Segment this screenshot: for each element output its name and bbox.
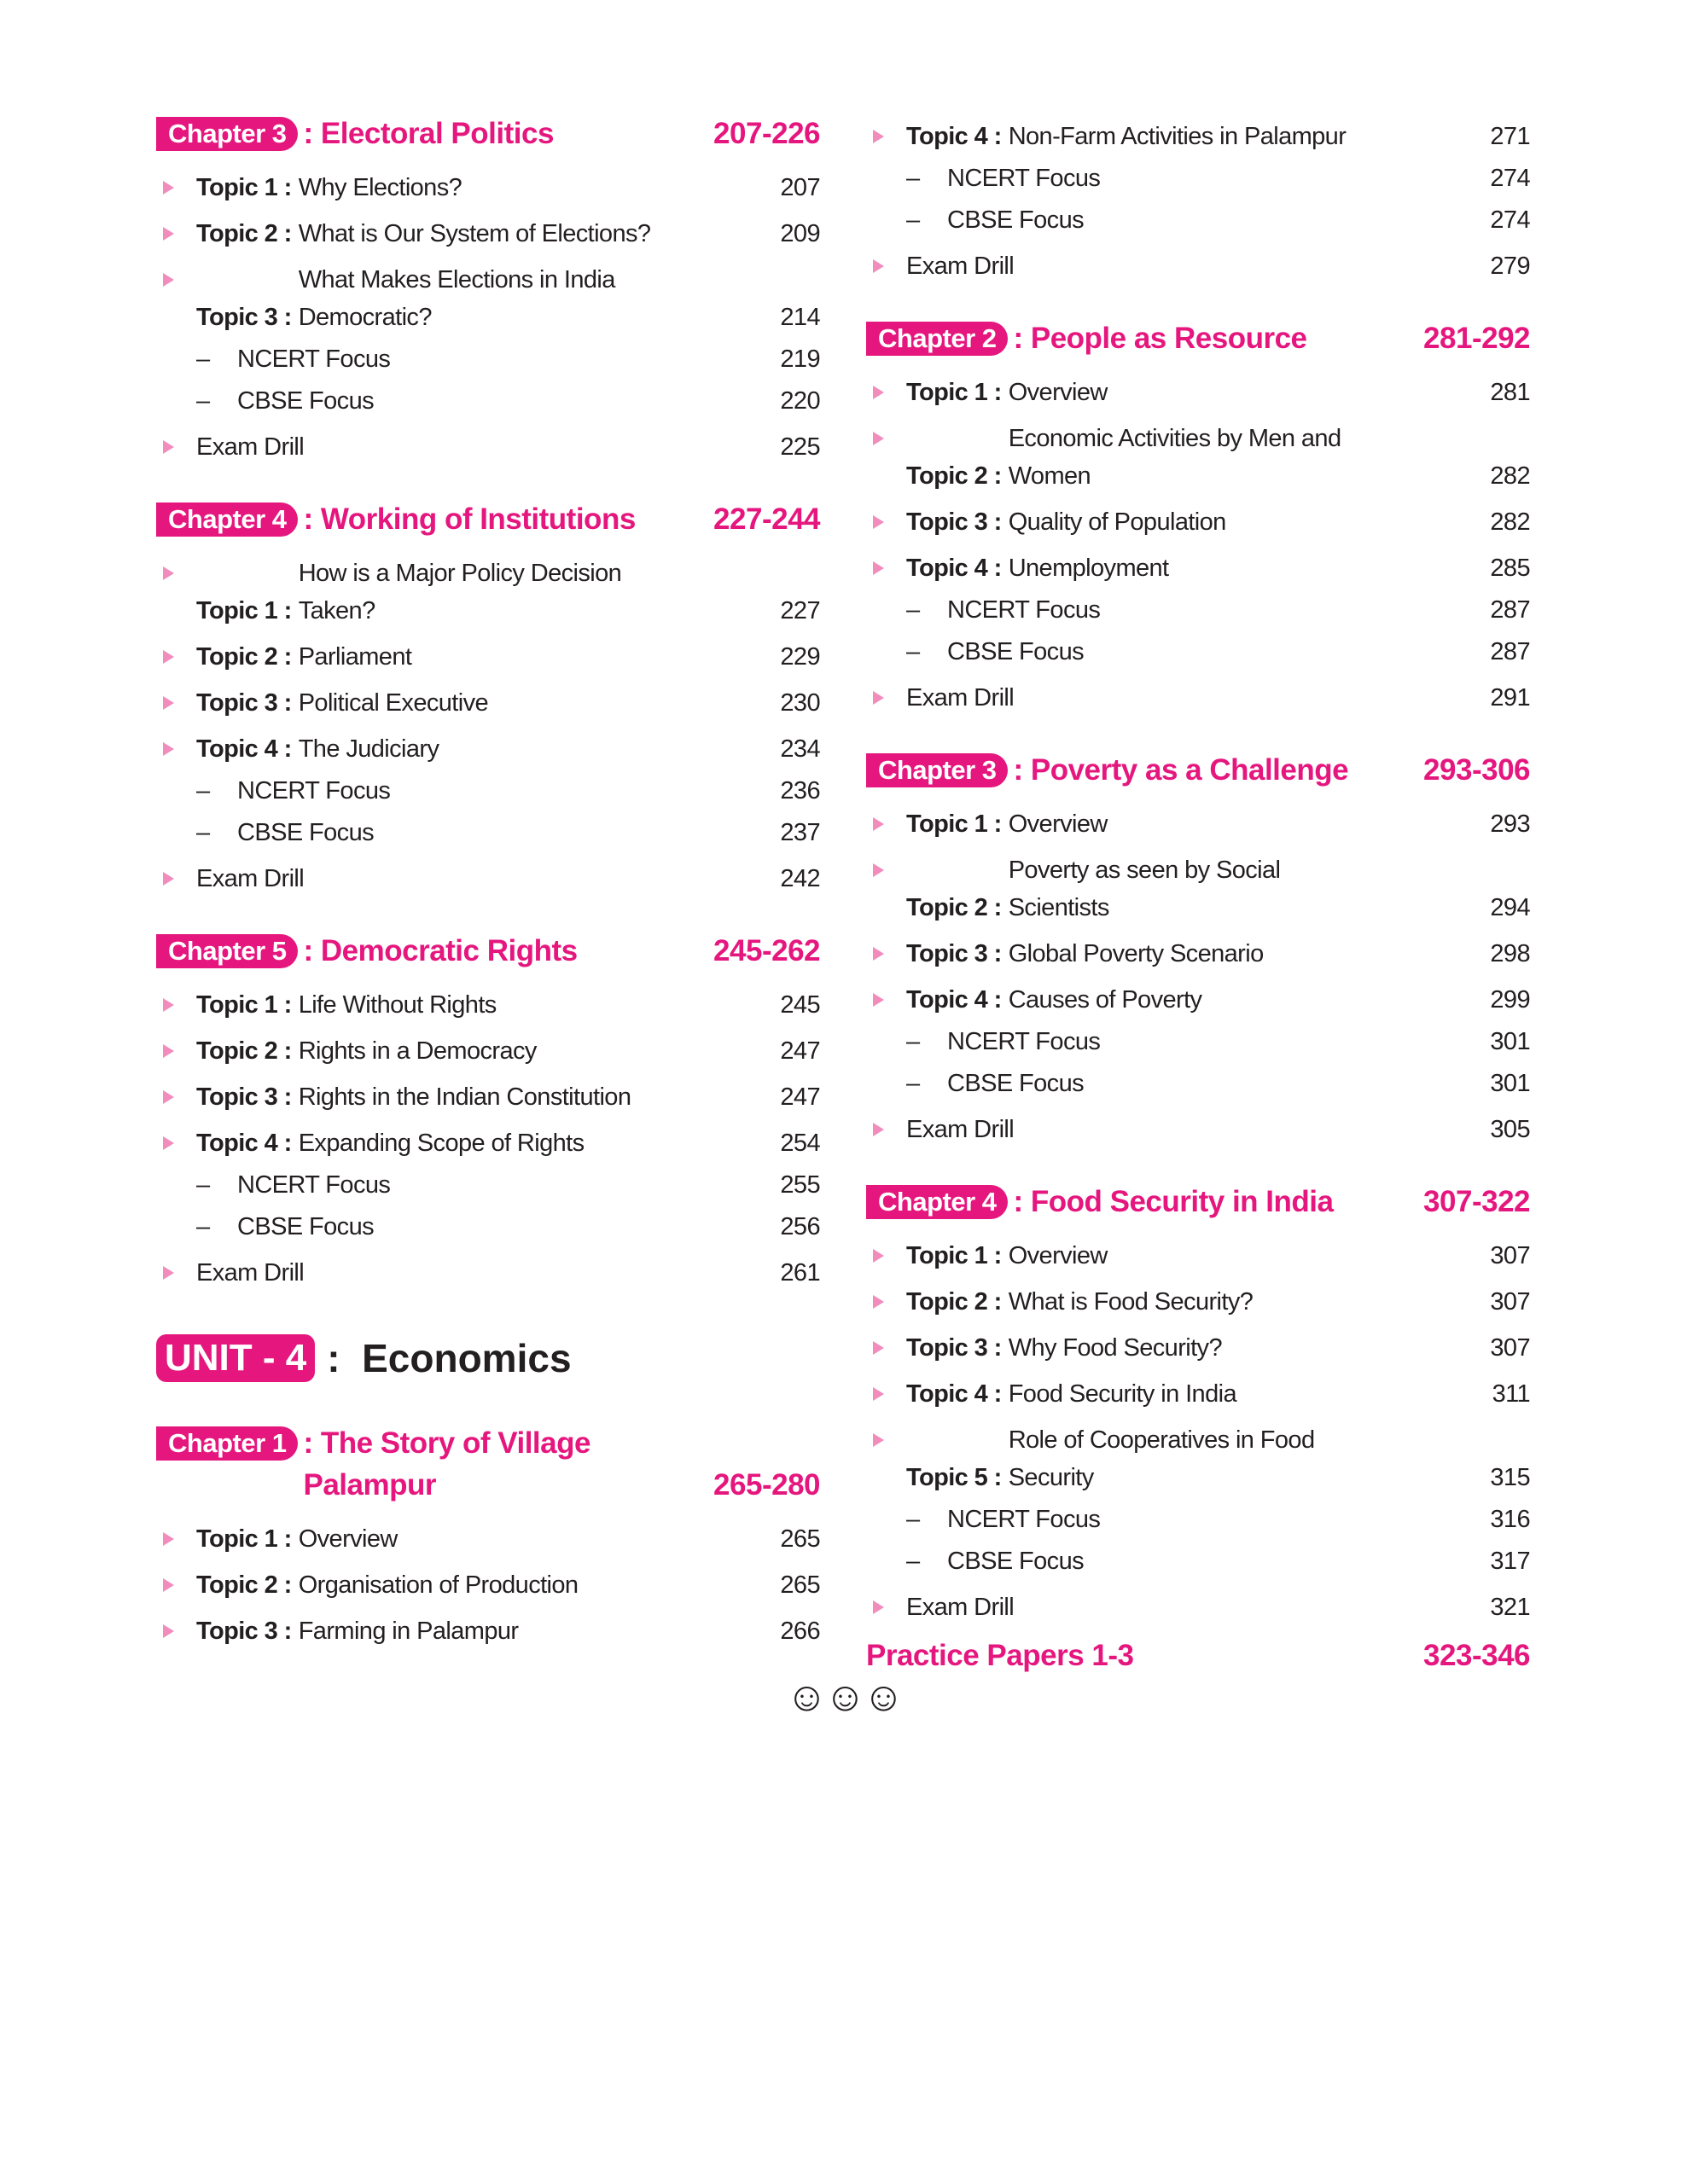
topic-label: Topic 1 : bbox=[196, 174, 292, 201]
triangle-bullet-icon bbox=[163, 1044, 174, 1058]
focus-title: NCERT Focus bbox=[947, 1028, 1101, 1055]
topic-title: Global Poverty Scenario bbox=[1008, 940, 1264, 967]
topic-label: Topic 2 : bbox=[196, 643, 292, 671]
page-number: 293 bbox=[1490, 810, 1530, 838]
chapter-title: : Electoral Politics bbox=[303, 117, 554, 150]
dash-icon: – bbox=[906, 638, 920, 665]
exam-drill-entry[interactable] bbox=[866, 679, 1530, 717]
page-number: 271 bbox=[1490, 123, 1530, 150]
dash-icon: – bbox=[906, 596, 920, 624]
triangle-bullet-icon bbox=[873, 1123, 884, 1136]
page-number: 301 bbox=[1490, 1028, 1530, 1055]
focus-entry[interactable] bbox=[866, 1542, 1530, 1580]
topic-label: Topic 2 : bbox=[906, 462, 1002, 490]
topic-title: Unemployment bbox=[1008, 555, 1169, 582]
topic-entry[interactable] bbox=[866, 935, 1530, 973]
page-number: 256 bbox=[780, 1213, 820, 1240]
triangle-bullet-icon bbox=[163, 1532, 174, 1546]
chapter-page-range: 245-262 bbox=[713, 934, 820, 967]
triangle-bullet-icon bbox=[873, 515, 884, 529]
topic-entry[interactable] bbox=[156, 1612, 820, 1650]
triangle-bullet-icon bbox=[873, 947, 884, 961]
triangle-bullet-icon bbox=[163, 1624, 174, 1638]
dash-icon: – bbox=[906, 165, 920, 192]
topic-title: Rights in the Indian Constitution bbox=[298, 1083, 631, 1111]
page-number: 298 bbox=[1490, 940, 1530, 967]
page-number: 245 bbox=[780, 991, 820, 1019]
exam-drill-entry[interactable] bbox=[866, 247, 1530, 285]
topic-label: Topic 4 : bbox=[906, 1380, 1002, 1408]
triangle-bullet-icon bbox=[873, 1433, 884, 1447]
page-number: 236 bbox=[780, 777, 820, 804]
page-number: 307 bbox=[1490, 1334, 1530, 1362]
page-number: 321 bbox=[1490, 1594, 1530, 1621]
topic-entry[interactable] bbox=[866, 549, 1530, 587]
page-number: 282 bbox=[1490, 462, 1530, 490]
focus-title: NCERT Focus bbox=[947, 165, 1101, 192]
chapter-page-range: 207-226 bbox=[713, 117, 820, 150]
topic-title: Overview bbox=[1008, 379, 1108, 406]
triangle-bullet-icon bbox=[163, 566, 174, 580]
topic-entry[interactable] bbox=[156, 261, 820, 336]
triangle-bullet-icon bbox=[163, 872, 174, 886]
chapter-page-range: 281-292 bbox=[1423, 322, 1530, 355]
exam-drill-title: Exam Drill bbox=[906, 684, 1015, 712]
topic-label: Topic 2 : bbox=[906, 894, 1002, 921]
triangle-bullet-icon bbox=[163, 440, 174, 454]
topic-label: Topic 4 : bbox=[906, 986, 1002, 1014]
focus-entry[interactable] bbox=[866, 1023, 1530, 1060]
topic-entry[interactable] bbox=[866, 851, 1530, 926]
topic-label: Topic 4 : bbox=[906, 123, 1002, 150]
triangle-bullet-icon bbox=[873, 863, 884, 877]
page-number: 230 bbox=[780, 689, 820, 717]
dash-icon: – bbox=[196, 387, 210, 415]
focus-title: NCERT Focus bbox=[947, 596, 1101, 624]
page-number: 279 bbox=[1490, 253, 1530, 280]
topic-entry[interactable] bbox=[156, 1124, 820, 1162]
topic-entry[interactable] bbox=[156, 1566, 820, 1604]
topic-title: How is a Major Policy Decision Taken? bbox=[298, 560, 622, 624]
topic-title: What is Our System of Elections? bbox=[298, 220, 651, 247]
topic-title: Parliament bbox=[298, 643, 412, 671]
topic-title: Food Security in India bbox=[1008, 1380, 1236, 1408]
chapter-page-range: 307-322 bbox=[1423, 1185, 1530, 1218]
page-number: 265 bbox=[780, 1571, 820, 1599]
topic-title: Organisation of Production bbox=[298, 1571, 579, 1599]
dash-icon: – bbox=[906, 1506, 920, 1533]
exam-drill-title: Exam Drill bbox=[196, 1259, 305, 1287]
triangle-bullet-icon bbox=[163, 1136, 174, 1150]
practice-papers-entry[interactable] bbox=[866, 1635, 1530, 1677]
chapter-badge: Chapter 3 bbox=[156, 117, 298, 151]
chapter-badge: Chapter 5 bbox=[156, 934, 298, 968]
topic-label: Topic 3 : bbox=[906, 508, 1002, 536]
chapter-heading[interactable] bbox=[866, 749, 1530, 791]
topic-title: Overview bbox=[298, 1525, 398, 1553]
chapter-page-range: 293-306 bbox=[1423, 753, 1530, 787]
page-number: 291 bbox=[1490, 684, 1530, 712]
page-number: 265 bbox=[780, 1525, 820, 1553]
triangle-bullet-icon bbox=[873, 432, 884, 445]
unit-badge: UNIT - 4 bbox=[156, 1334, 315, 1382]
page-number: 225 bbox=[780, 433, 820, 461]
topic-title: What Makes Elections in India Democratic? bbox=[298, 266, 615, 331]
topic-entry[interactable] bbox=[866, 1421, 1530, 1496]
chapter-heading[interactable] bbox=[866, 1181, 1530, 1223]
dash-icon: – bbox=[196, 1213, 210, 1240]
topic-label: Topic 3 : bbox=[196, 304, 292, 331]
focus-title: NCERT Focus bbox=[237, 1171, 391, 1199]
page-number: 315 bbox=[1490, 1464, 1530, 1491]
page-number: 294 bbox=[1490, 894, 1530, 921]
page-number: 281 bbox=[1490, 379, 1530, 406]
chapter-heading[interactable] bbox=[156, 113, 820, 154]
topic-entry[interactable] bbox=[866, 374, 1530, 411]
page-number: 229 bbox=[780, 643, 820, 671]
chapter-title: : Food Security in India bbox=[1013, 1185, 1334, 1218]
page-number: 274 bbox=[1490, 206, 1530, 234]
topic-label: Topic 2 : bbox=[906, 1288, 1002, 1316]
topic-label: Topic 2 : bbox=[196, 1037, 292, 1065]
topic-title: Political Executive bbox=[298, 689, 489, 717]
topic-entry[interactable] bbox=[866, 118, 1530, 155]
exam-drill-title: Exam Drill bbox=[196, 865, 305, 892]
triangle-bullet-icon bbox=[163, 273, 174, 287]
smiley-ornament: ☺☺☺ bbox=[785, 1675, 902, 1720]
page-number: 209 bbox=[780, 220, 820, 247]
topic-entry[interactable] bbox=[866, 420, 1530, 495]
topic-label: Topic 3 : bbox=[906, 940, 1002, 967]
topic-title: Non-Farm Activities in Palampur bbox=[1008, 123, 1347, 150]
page-number: 282 bbox=[1490, 508, 1530, 536]
topic-label: Topic 3 : bbox=[196, 1618, 292, 1645]
topic-entry[interactable] bbox=[156, 169, 820, 206]
chapter-title: : People as Resource bbox=[1013, 322, 1307, 355]
page-number: 247 bbox=[780, 1083, 820, 1111]
page-number: 227 bbox=[780, 597, 820, 624]
topic-entry[interactable] bbox=[866, 503, 1530, 541]
focus-entry[interactable] bbox=[156, 1166, 820, 1204]
chapter-heading[interactable] bbox=[156, 930, 820, 972]
topic-entry[interactable] bbox=[866, 981, 1530, 1019]
focus-entry[interactable] bbox=[156, 814, 820, 851]
chapter-badge: Chapter 4 bbox=[866, 1185, 1008, 1219]
focus-title: NCERT Focus bbox=[947, 1506, 1101, 1533]
dash-icon: – bbox=[906, 1548, 920, 1575]
exam-drill-entry[interactable] bbox=[866, 1111, 1530, 1148]
focus-title: NCERT Focus bbox=[237, 346, 391, 373]
page-number: 214 bbox=[780, 304, 820, 331]
triangle-bullet-icon bbox=[163, 742, 174, 756]
topic-label: Topic 4 : bbox=[196, 1130, 292, 1157]
toc-right-column bbox=[866, 109, 1530, 1677]
triangle-bullet-icon bbox=[163, 696, 174, 710]
triangle-bullet-icon bbox=[873, 817, 884, 831]
page-number: 305 bbox=[1490, 1116, 1530, 1143]
topic-label: Topic 3 : bbox=[906, 1334, 1002, 1362]
chapter-page-range: 227-244 bbox=[713, 502, 820, 536]
page-number: 287 bbox=[1490, 596, 1530, 624]
triangle-bullet-icon bbox=[873, 691, 884, 705]
topic-label: Topic 4 : bbox=[906, 555, 1002, 582]
exam-drill-title: Exam Drill bbox=[906, 1116, 1015, 1143]
focus-entry[interactable] bbox=[866, 633, 1530, 671]
chapter-badge: Chapter 2 bbox=[866, 322, 1008, 356]
topic-title: Rights in a Democracy bbox=[298, 1037, 537, 1065]
focus-title: CBSE Focus bbox=[237, 387, 374, 415]
triangle-bullet-icon bbox=[873, 1295, 884, 1309]
topic-title: Farming in Palampur bbox=[298, 1618, 519, 1645]
topic-title: Overview bbox=[1008, 810, 1108, 838]
topic-label: Topic 3 : bbox=[196, 689, 292, 717]
topic-entry[interactable] bbox=[156, 1520, 820, 1558]
topic-entry[interactable] bbox=[156, 555, 820, 630]
focus-entry[interactable] bbox=[866, 201, 1530, 239]
page-number: 237 bbox=[780, 819, 820, 846]
triangle-bullet-icon bbox=[163, 1090, 174, 1104]
focus-entry[interactable] bbox=[156, 1208, 820, 1246]
chapter-title: : Democratic Rights bbox=[303, 934, 578, 967]
topic-title: Causes of Poverty bbox=[1008, 986, 1202, 1014]
chapter-page-range: 265-280 bbox=[713, 1468, 820, 1502]
dash-icon: – bbox=[196, 819, 210, 846]
exam-drill-entry[interactable] bbox=[156, 860, 820, 897]
chapter-heading[interactable] bbox=[156, 1422, 820, 1506]
chapter-title: : The Story of Village Palampur bbox=[303, 1426, 590, 1502]
topic-title: Role of Cooperatives in Food Security bbox=[1008, 1426, 1315, 1491]
exam-drill-entry[interactable] bbox=[156, 1254, 820, 1292]
page-number: 234 bbox=[780, 735, 820, 763]
topic-entry[interactable] bbox=[156, 1078, 820, 1116]
triangle-bullet-icon bbox=[873, 130, 884, 143]
exam-drill-title: Exam Drill bbox=[906, 1594, 1015, 1621]
triangle-bullet-icon bbox=[163, 227, 174, 241]
dash-icon: – bbox=[906, 1028, 920, 1055]
focus-title: CBSE Focus bbox=[947, 1548, 1084, 1575]
page-number: 307 bbox=[1490, 1242, 1530, 1269]
topic-title: What is Food Security? bbox=[1008, 1288, 1254, 1316]
unit-heading[interactable] bbox=[156, 1333, 820, 1384]
dash-icon: – bbox=[906, 1070, 920, 1097]
page-number: 307 bbox=[1490, 1288, 1530, 1316]
topic-label: Topic 1 : bbox=[906, 810, 1002, 838]
triangle-bullet-icon bbox=[163, 998, 174, 1012]
topic-label: Topic 4 : bbox=[196, 735, 292, 763]
triangle-bullet-icon bbox=[163, 1266, 174, 1280]
page-number: 301 bbox=[1490, 1070, 1530, 1097]
topic-label: Topic 1 : bbox=[196, 597, 292, 624]
topic-title: Economic Activities by Men and Women bbox=[1008, 425, 1341, 490]
dash-icon: – bbox=[196, 777, 210, 804]
triangle-bullet-icon bbox=[873, 1387, 884, 1401]
triangle-bullet-icon bbox=[873, 561, 884, 575]
exam-drill-entry[interactable] bbox=[866, 1589, 1530, 1626]
page-number: 287 bbox=[1490, 638, 1530, 665]
focus-entry[interactable] bbox=[156, 382, 820, 420]
topic-entry[interactable] bbox=[156, 215, 820, 253]
page-number: 266 bbox=[780, 1618, 820, 1645]
topic-title: Life Without Rights bbox=[298, 991, 497, 1019]
topic-entry[interactable] bbox=[156, 684, 820, 722]
chapter-badge: Chapter 4 bbox=[156, 502, 298, 537]
dash-icon: – bbox=[906, 206, 920, 234]
chapter-heading[interactable] bbox=[156, 498, 820, 540]
topic-entry[interactable] bbox=[866, 1375, 1530, 1413]
page-number: 255 bbox=[780, 1171, 820, 1199]
topic-entry[interactable] bbox=[866, 1283, 1530, 1321]
focus-title: NCERT Focus bbox=[237, 777, 391, 804]
topic-entry[interactable] bbox=[866, 1237, 1530, 1275]
triangle-bullet-icon bbox=[873, 386, 884, 399]
toc-left-column bbox=[156, 113, 820, 1650]
page-number: 261 bbox=[780, 1259, 820, 1287]
chapter-heading[interactable] bbox=[866, 317, 1530, 359]
unit-title: : Economics bbox=[327, 1336, 572, 1380]
topic-entry[interactable] bbox=[866, 1329, 1530, 1367]
exam-drill-entry[interactable] bbox=[156, 428, 820, 466]
focus-entry[interactable] bbox=[866, 160, 1530, 197]
triangle-bullet-icon bbox=[163, 1578, 174, 1592]
topic-label: Topic 5 : bbox=[906, 1464, 1002, 1491]
practice-papers-title: Practice Papers 1-3 bbox=[866, 1639, 1134, 1672]
page-number: 207 bbox=[780, 174, 820, 201]
topic-label: Topic 1 : bbox=[196, 991, 292, 1019]
exam-drill-title: Exam Drill bbox=[906, 253, 1015, 280]
page-number: 317 bbox=[1490, 1548, 1530, 1575]
focus-title: CBSE Focus bbox=[947, 1070, 1084, 1097]
focus-title: CBSE Focus bbox=[947, 206, 1084, 234]
topic-entry[interactable] bbox=[156, 638, 820, 676]
topic-label: Topic 1 : bbox=[906, 1242, 1002, 1269]
page-number: 274 bbox=[1490, 165, 1530, 192]
focus-entry[interactable] bbox=[156, 772, 820, 810]
dash-icon: – bbox=[196, 346, 210, 373]
page-number: 285 bbox=[1490, 555, 1530, 582]
page-number: 299 bbox=[1490, 986, 1530, 1014]
topic-label: Topic 1 : bbox=[906, 379, 1002, 406]
topic-label: Topic 2 : bbox=[196, 1571, 292, 1599]
exam-drill-title: Exam Drill bbox=[196, 433, 305, 461]
triangle-bullet-icon bbox=[873, 1249, 884, 1263]
topic-label: Topic 3 : bbox=[196, 1083, 292, 1111]
chapter-badge: Chapter 1 bbox=[156, 1426, 298, 1461]
chapter-badge: Chapter 3 bbox=[866, 753, 1008, 787]
dash-icon: – bbox=[196, 1171, 210, 1199]
focus-title: CBSE Focus bbox=[947, 638, 1084, 665]
topic-title: Why Food Security? bbox=[1008, 1334, 1222, 1362]
chapter-title: : Working of Institutions bbox=[303, 502, 636, 536]
chapter-title: : Poverty as a Challenge bbox=[1013, 753, 1349, 787]
page-number: 254 bbox=[780, 1130, 820, 1157]
page-number: 247 bbox=[780, 1037, 820, 1065]
topic-title: Overview bbox=[1008, 1242, 1108, 1269]
triangle-bullet-icon bbox=[873, 259, 884, 273]
topic-label: Topic 2 : bbox=[196, 220, 292, 247]
page-number: 220 bbox=[780, 387, 820, 415]
focus-entry[interactable] bbox=[866, 1501, 1530, 1538]
page-number: 219 bbox=[780, 346, 820, 373]
topic-entry[interactable] bbox=[156, 986, 820, 1024]
triangle-bullet-icon bbox=[163, 181, 174, 195]
triangle-bullet-icon bbox=[873, 1600, 884, 1614]
page-number: 242 bbox=[780, 865, 820, 892]
triangle-bullet-icon bbox=[873, 1341, 884, 1355]
topic-entry[interactable] bbox=[866, 805, 1530, 843]
focus-title: CBSE Focus bbox=[237, 819, 374, 846]
topic-label: Topic 1 : bbox=[196, 1525, 292, 1553]
focus-entry[interactable] bbox=[866, 591, 1530, 629]
triangle-bullet-icon bbox=[163, 650, 174, 664]
focus-entry[interactable] bbox=[866, 1065, 1530, 1102]
topic-title: The Judiciary bbox=[298, 735, 439, 763]
topic-title: Why Elections? bbox=[298, 174, 462, 201]
topic-title: Poverty as seen by Social Scientists bbox=[1008, 857, 1281, 921]
focus-entry[interactable] bbox=[156, 340, 820, 378]
page-range: 323-346 bbox=[1423, 1639, 1530, 1672]
page-number: 316 bbox=[1490, 1506, 1530, 1533]
page-number: 311 bbox=[1492, 1380, 1530, 1408]
topic-title: Expanding Scope of Rights bbox=[298, 1130, 585, 1157]
topic-entry[interactable] bbox=[156, 730, 820, 768]
topic-title: Quality of Population bbox=[1008, 508, 1226, 536]
triangle-bullet-icon bbox=[873, 993, 884, 1007]
focus-title: CBSE Focus bbox=[237, 1213, 374, 1240]
topic-entry[interactable] bbox=[156, 1032, 820, 1070]
